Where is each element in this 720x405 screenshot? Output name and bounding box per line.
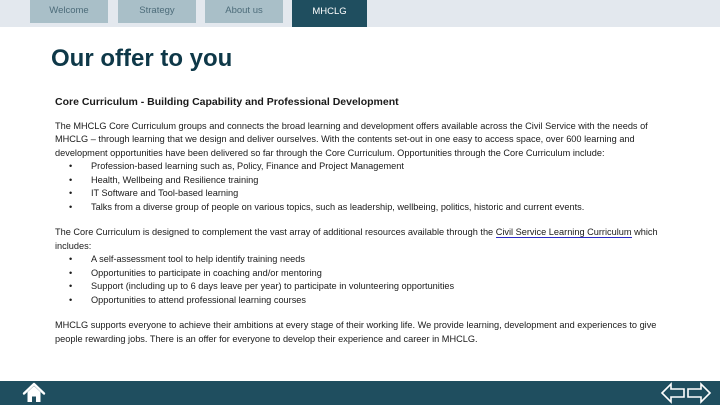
csl-list (55, 253, 665, 307)
tab-about-us[interactable]: About us (205, 0, 283, 23)
list-item: • Opportunities to attend professional learning courses (69, 294, 665, 308)
page-title-prefix: Our (51, 45, 101, 72)
resources-paragraph (55, 226, 665, 253)
resources-text-after: which includes: (55, 227, 658, 251)
list-item: • Opportunities to participate in coaching and/or mentoring (69, 267, 665, 281)
main-content (55, 96, 665, 346)
page-title (51, 45, 232, 73)
tab-strategy[interactable]: Strategy (118, 0, 196, 23)
intro-paragraph: The MHCLG Core Curriculum groups and connects the broad learning and development offers available across the Civil Service with the needs of MHCLG – through learning that we design and deliver ourselves. With the contents set-out in one easy to access space, over 600 learning and development opportunities have been delivered so far through the Core Curriculum. Opportunities through the Core Curriculum include: (55, 120, 648, 158)
tab-welcome[interactable]: Welcome (30, 0, 108, 23)
arrow-right-icon (686, 381, 712, 405)
arrow-left-icon (660, 381, 686, 405)
list-item: • Support (including up to 6 days leave per year) to participate in volunteering opportunities (69, 280, 665, 294)
next-page-button[interactable] (686, 381, 712, 405)
section-subtitle: Core Curriculum - Building Capability and Professional Development (55, 96, 399, 108)
list-item: • IT Software and Tool-based learning (69, 187, 665, 201)
tab-mhclg[interactable]: MHCLG (292, 0, 367, 27)
list-item: • Profession-based learning such as, Policy, Finance and Project Management (69, 160, 665, 174)
footer-bar (0, 381, 720, 405)
home-icon (22, 381, 46, 405)
previous-page-button[interactable] (660, 381, 686, 405)
civil-service-learning-link[interactable]: Civil Service Learning Curriculum (495, 227, 632, 237)
list-item: • Health, Wellbeing and Resilience training (69, 174, 665, 188)
closing-paragraph: MHCLG supports everyone to achieve their ambitions at every stage of their working life. We provide learning, development and experiences to give people rewarding jobs. There is an offer for everyone to develop their experience and career in MHCLG. (55, 320, 657, 344)
page-title-bold: offer to you (100, 45, 233, 72)
home-button[interactable] (22, 381, 46, 405)
list-item: • A self-assessment tool to help identify training needs (69, 253, 665, 267)
list-item: • Talks from a diverse group of people on various topics, such as leadership, wellbeing, politics, historic and current events. (69, 201, 665, 215)
resources-text-before: The Core Curriculum is designed to complement the vast array of additional resources available through the (55, 227, 496, 237)
tab-bar (0, 0, 720, 27)
core-curriculum-list (55, 160, 665, 214)
